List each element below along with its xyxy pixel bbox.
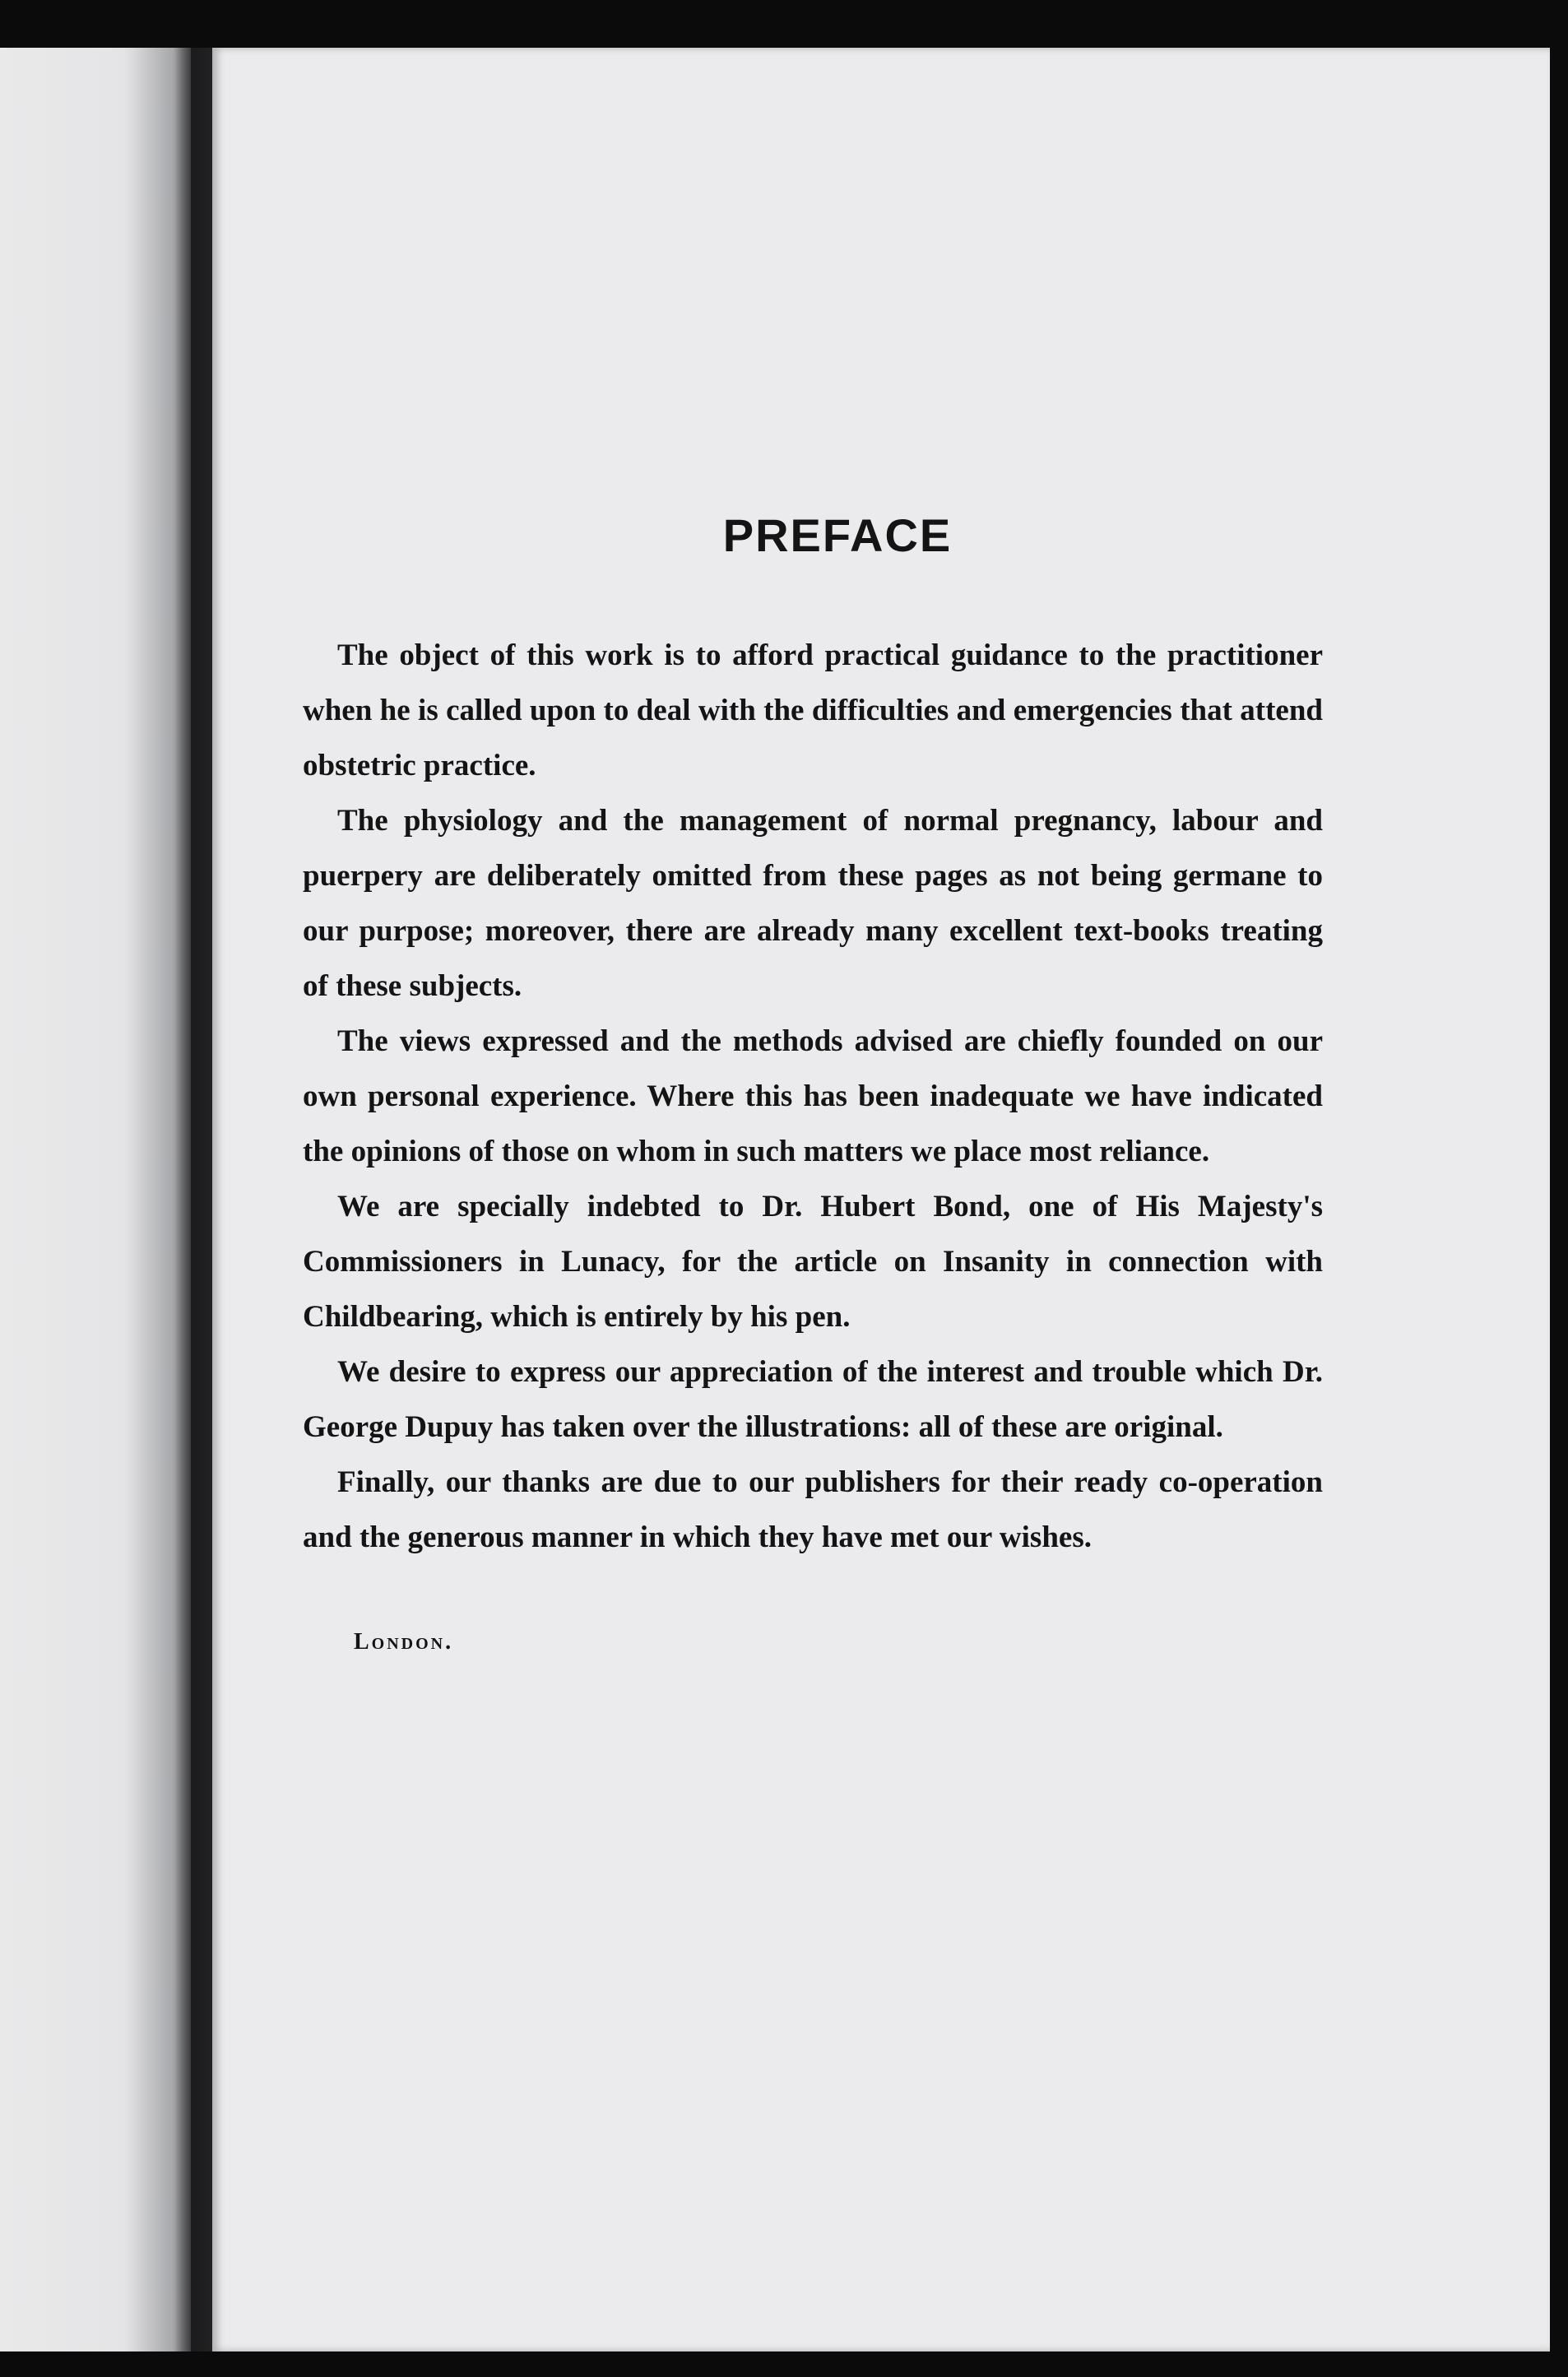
preface-page	[212, 48, 1550, 2351]
preface-paragraph-6: Finally, our thanks are due to our publishers for their ready co-operation and the generous manner in which they have met our wishes.	[303, 1465, 1323, 1554]
preface-paragraph-5: We desire to express our appreciation of the interest and trouble which Dr. George Dupuy has taken over the illustrations: all of these are original.	[303, 1355, 1323, 1444]
preface-paragraph-2: The physiology and the management of normal pregnancy, labour and puerpery are deliberately omitted from these pages as not being germane to our purpose; moreover, there are already many excellent text-books treating of these subjects.	[303, 804, 1323, 1003]
preface-paragraph-3: The views expressed and the methods advised are chiefly founded on our own personal experience. Where this has been inadequate we have indicated the opinions of those on whom in such matters we place most reliance.	[303, 1024, 1323, 1168]
page-text-block	[303, 508, 1323, 1655]
page-title: PREFACE	[722, 509, 953, 561]
place-signoff: London.	[354, 1629, 454, 1655]
preface-paragraph-4: We are specially indebted to Dr. Hubert Bond, one of His Majesty's Commissioners in Lunacy, for the article on Insanity in connection with Childbearing, which is entirely by his pen.	[303, 1190, 1323, 1334]
preface-paragraph-1: The object of this work is to afford practical guidance to the practitioner when he is called upon to deal with the difficulties and emergencies that attend obstetric practice.	[303, 638, 1323, 782]
book-gutter	[123, 48, 214, 2351]
